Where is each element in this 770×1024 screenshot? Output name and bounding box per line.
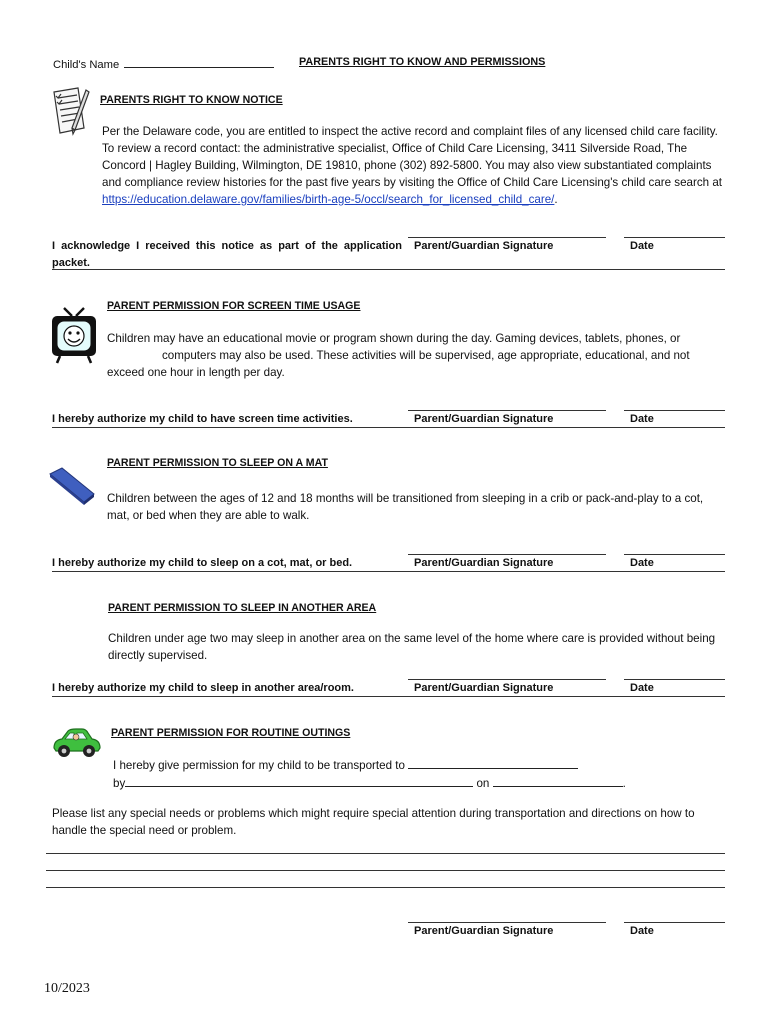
another-area-authorize: I hereby authorize my child to sleep in another area/room. — [52, 682, 354, 694]
outings-end: . — [622, 777, 626, 790]
date-label: Date — [630, 413, 654, 425]
section-divider — [52, 696, 725, 697]
signature-line[interactable] — [408, 237, 606, 238]
date-label: Date — [630, 682, 654, 694]
date-label: Date — [630, 557, 654, 569]
acknowledge-text: I acknowledge I received this notice as part of the application packet. — [52, 240, 402, 269]
date-line[interactable] — [624, 554, 725, 555]
special-needs-line[interactable] — [46, 870, 725, 871]
screen-time-body — [107, 330, 732, 381]
another-area-body: Children under age two may sleep in another area on the same level of the home where care is provided without being directly supervised. — [108, 632, 716, 662]
screen-time-line2: computers may also be used. These activities will be supervised, age appropriate, educational, and not — [162, 349, 690, 362]
notice-end: . — [554, 193, 558, 206]
transport-line — [113, 756, 673, 774]
screen-time-line3: exceed one hour in length per day. — [107, 366, 285, 379]
notice-body — [102, 123, 727, 208]
child-care-search-link[interactable]: https://education.delaware.gov/families/birth-age-5/occl/search_for_licensed_child_care/ — [102, 193, 555, 206]
mat-authorize: I hereby authorize my child to sleep on a cot, mat, or bed. — [52, 557, 353, 569]
television-icon — [50, 306, 98, 364]
signature-label: Parent/Guardian Signature — [414, 925, 554, 937]
notice-text: Per the Delaware code, you are entitled to inspect the active record and complaint files of any licensed child care facility. To review a record contact: the administrative specialist, Office of Child Care Licensing, 3411 Silverside Road, The Concord | Hagley Building, Wilmington, DE 19810, phone (302) 892-5800. You may also view substantiated complaints and compliance review histories for the past five years by visiting the Office of Child Care Licensing's child care search at — [102, 125, 722, 189]
by-line — [113, 774, 673, 792]
signature-line[interactable] — [408, 922, 606, 923]
notice-heading: PARENTS RIGHT TO KNOW NOTICE — [100, 94, 283, 106]
signature-label: Parent/Guardian Signature — [414, 413, 554, 425]
checklist-pen-icon — [48, 84, 90, 136]
car-icon — [50, 726, 102, 760]
date-label: Date — [630, 925, 654, 937]
sleeping-mat-icon — [48, 466, 96, 506]
signature-line[interactable] — [408, 410, 606, 411]
special-needs-text: Please list any special needs or problems which might require special attention during transportation and directions on how to handle the special need or problem. — [52, 807, 695, 837]
signature-label: Parent/Guardian Signature — [414, 557, 554, 569]
child-name-row — [53, 55, 274, 71]
date-label: Date — [630, 240, 654, 252]
mat-body: Children between the ages of 12 and 18 months will be transitioned from sleeping in a crib or pack-and-play to a cot, mat, or bed when they are able to walk. — [107, 492, 704, 522]
special-needs-line[interactable] — [46, 853, 725, 854]
child-name-label: Child's Name — [53, 59, 120, 71]
outings-heading: PARENT PERMISSION FOR ROUTINE OUTINGS — [111, 727, 351, 739]
screen-time-heading: PARENT PERMISSION FOR SCREEN TIME USAGE — [107, 300, 361, 312]
section-divider — [52, 427, 725, 428]
date-line[interactable] — [624, 679, 725, 680]
by-label: by — [113, 777, 126, 790]
section-divider — [52, 269, 725, 270]
signature-label: Parent/Guardian Signature — [414, 240, 554, 252]
signature-line[interactable] — [408, 679, 606, 680]
revision-date: 10/2023 — [44, 981, 90, 996]
date-line[interactable] — [624, 410, 725, 411]
outing-date-field[interactable] — [493, 774, 623, 787]
special-needs-line[interactable] — [46, 887, 725, 888]
transport-text: I hereby give permission for my child to be transported to — [113, 759, 405, 772]
section-divider — [52, 571, 725, 572]
outings-body — [113, 756, 673, 792]
another-area-heading: PARENT PERMISSION TO SLEEP IN ANOTHER AREA — [108, 602, 377, 614]
transported-by-field[interactable] — [125, 774, 473, 787]
child-name-field[interactable] — [124, 55, 274, 68]
screen-time-line1: Children may have an educational movie or program shown during the day. Gaming devices, tablets, phones, or — [107, 332, 681, 345]
on-label: on — [476, 777, 490, 790]
signature-line[interactable] — [408, 554, 606, 555]
page-title: PARENTS RIGHT TO KNOW AND PERMISSIONS — [299, 56, 546, 68]
date-line[interactable] — [624, 922, 725, 923]
destination-field[interactable] — [408, 756, 578, 769]
screen-time-authorize: I hereby authorize my child to have screen time activities. — [52, 413, 353, 425]
mat-heading: PARENT PERMISSION TO SLEEP ON A MAT — [107, 457, 328, 469]
date-line[interactable] — [624, 237, 725, 238]
signature-label: Parent/Guardian Signature — [414, 682, 554, 694]
